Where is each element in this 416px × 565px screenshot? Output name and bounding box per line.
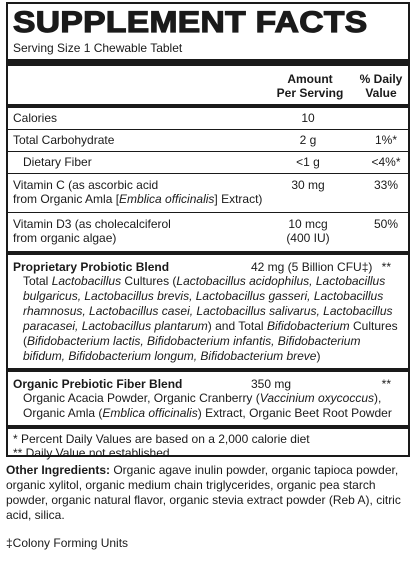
prebiotic-blend: [13, 372, 403, 425]
amount-header: Amount Per Serving: [276, 72, 344, 100]
nutrient-row-vitamin-c: Vitamin C (as ascorbic acid from Organic Amla [Emblica officinalis] Extract) 30 mg 33%: [13, 178, 399, 206]
divider-thick: [8, 59, 408, 66]
blend-name: Proprietary Probiotic Blend: [13, 260, 170, 274]
column-headers: [13, 66, 403, 104]
blend-description: Organic Acacia Powder, Organic Cranberry (Vaccinium oxycoccus), Organic Amla (Emblica officinalis) Extract, Organic Beet Root Powder: [23, 391, 392, 420]
blend-name: Organic Prebiotic Fiber Blend: [13, 377, 183, 391]
supplement-facts-panel: [6, 2, 410, 460]
serving-size: Serving Size 1 Chewable Tablet: [13, 41, 183, 55]
other-ingredients: Other Ingredients: Organic agave inulin powder, organic tapioca powder, organic xylitol, organic medium chain triglycerides, organic pea starch powder, organic natural flavor, organic stevia extract powder (Reb A), citric acid, silica.: [6, 463, 401, 522]
nutrient-row-fiber: Dietary Fiber <1 g <4%*: [23, 155, 401, 169]
blend-amount: 42 mg (5 Billion CFU‡): [251, 260, 373, 274]
footnotes: * Percent Daily Values are based on a 2,000 calorie diet ** Daily Value not established: [13, 432, 310, 460]
cfu-footnote: ‡Colony Forming Units: [6, 536, 129, 550]
nutrient-row-carbohydrate: Total Carbohydrate 2 g 1%*: [13, 133, 397, 147]
probiotic-blend: [13, 255, 403, 368]
nutrient-row-calories: Calories 10: [13, 111, 315, 125]
blend-dv: **: [381, 260, 391, 274]
panel-title: SUPPLEMENT FACTS: [13, 6, 368, 39]
blend-amount: 350 mg: [251, 377, 292, 391]
blend-dv: **: [381, 377, 391, 391]
daily-value-header: % Daily Value: [359, 72, 403, 100]
blend-description: Total Lactobacillus Cultures (Lactobacillus acidophilus, Lactobacillus bulgaricus, Lactobacillus brevis, Lactobacillus gasseri, Lactobacillus rhamnosus, Lactobacillus casei, Lactobacillus salivarus, Lactobacillus paracasei, Lactobacillus plantarum) and Total Bifidobacterium Cultures (Bifidobacterium lactis, Bifidobacterium infantis, Bifidobacterium bifidum, Bifidobacterium longum, Bifidobacterium breve): [23, 274, 398, 363]
nutrient-row-vitamin-d3: Vitamin D3 (as cholecalciferol from organic algae) 10 mcg (400 IU) 50%: [13, 217, 399, 245]
